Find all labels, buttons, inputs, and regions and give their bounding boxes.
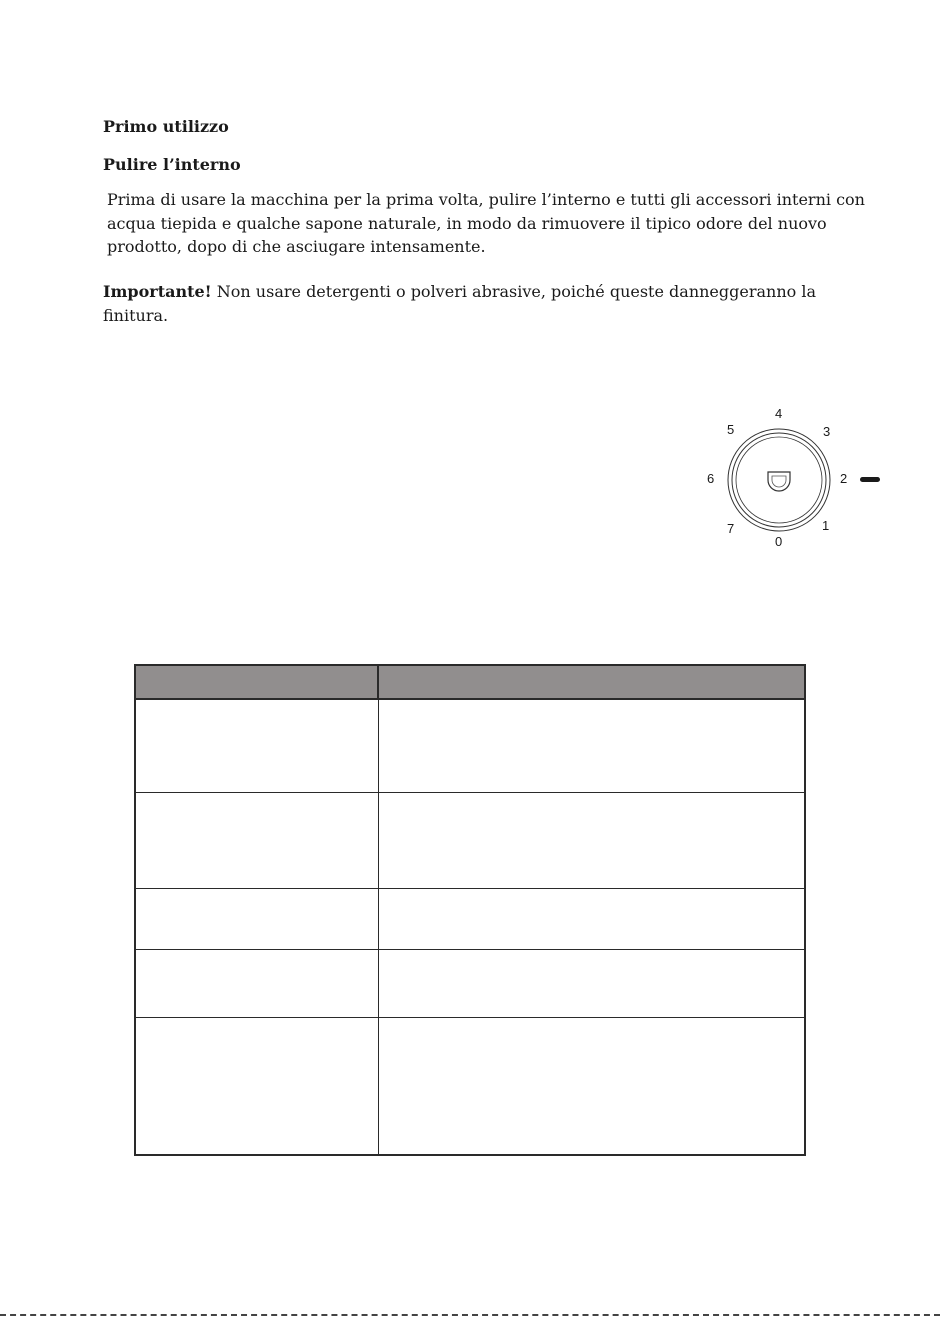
table-header-cell: [135, 665, 378, 699]
intro-line: acqua tiepida e qualche sapone naturale, in modo da rimuovere il tipico odore del nuovo: [107, 213, 827, 233]
section-title-first-use: Primo utilizzo: [103, 117, 229, 136]
temperature-knob-diagram: [700, 400, 890, 550]
table-cell: [378, 888, 805, 949]
important-text-line2: finitura.: [103, 305, 169, 325]
table-row: [135, 888, 805, 949]
knob-label-6: 6: [707, 471, 715, 486]
intro-paragraph: [107, 188, 865, 259]
knob-label-2: 2: [840, 471, 848, 486]
table-cell: [135, 949, 378, 1017]
settings-table: [134, 664, 806, 1156]
knob-ring: [732, 433, 826, 527]
knob-label-4: 4: [775, 406, 783, 421]
knob-label-3: 3: [823, 424, 831, 439]
intro-line: Prima di usare la macchina per la prima volta, pulire l’interno e tutti gli accessori interni con: [107, 190, 865, 209]
table-header-row: [135, 665, 805, 699]
table-cell: [135, 888, 378, 949]
knob-label-1: 1: [822, 518, 830, 533]
table-row: [135, 1017, 805, 1155]
knob-inner-ring: [736, 437, 822, 523]
important-text-line1: Non usare detergenti o polveri abrasive, poiché queste danneggeranno la: [216, 282, 817, 301]
knob-label-7: 7: [727, 521, 735, 536]
table-cell: [378, 1017, 805, 1155]
position-indicator-icon: [860, 477, 880, 482]
table-cell: [135, 1017, 378, 1155]
table-cell: [135, 792, 378, 888]
section-title-clean-interior: Pulire l’interno: [103, 155, 241, 174]
page-bottom-divider: [0, 1314, 940, 1316]
knob-label-0: 0: [775, 534, 783, 549]
table-header-cell: [378, 665, 805, 699]
table-cell: [378, 792, 805, 888]
table-cell: [378, 949, 805, 1017]
table-row: [135, 792, 805, 888]
important-label: Importante!: [103, 282, 212, 301]
table-cell: [135, 699, 378, 792]
intro-line: prodotto, dopo di che asciugare intensamente.: [107, 237, 486, 256]
knob-svg: [700, 400, 890, 550]
table-cell: [378, 699, 805, 792]
table-row: [135, 699, 805, 792]
knob-grip-icon: [768, 472, 790, 491]
knob-outer-ring: [728, 429, 830, 531]
important-note: [103, 280, 817, 327]
table-row: [135, 949, 805, 1017]
knob-label-5: 5: [727, 422, 735, 437]
